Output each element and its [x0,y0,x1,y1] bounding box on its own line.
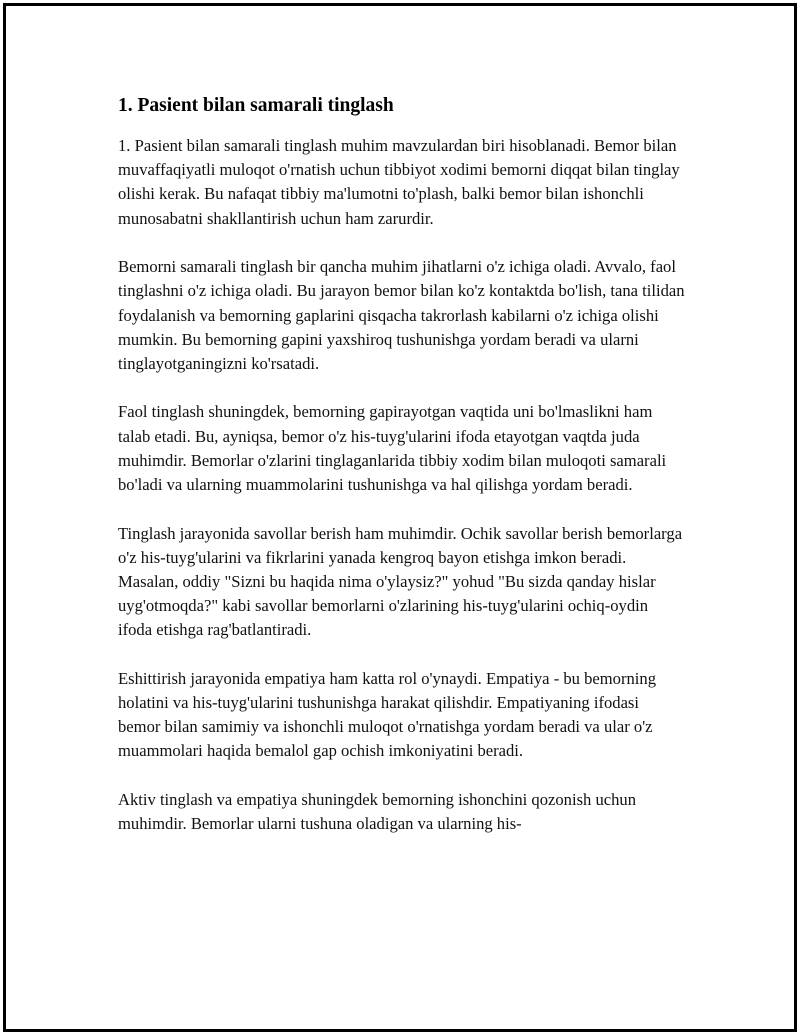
paragraph-not-interrupting: Faol tinglash shuningdek, bemorning gapirayotgan vaqtida uni bo'lmaslikni ham talab etadi. Bu, ayniqsa, bemor o'z his-tuyg'ularini ifoda etayotgan vaqtda juda muhimdir. Bemorlar o'zlarini tinglaganlarida tibbiy xodim bilan muloqoti samarali bo'ladi va ularning muammolarini tushunishga va hal qilishga yordam beradi. [118,402,667,495]
paragraph-asking-questions: Tinglash jarayonida savollar berish ham muhimdir. Ochik savollar berish bemorlarga o'z his-tuyg'ularini va fikrlarini yanada kengroq bayon etishga imkon beradi. Masalan, oddiy "Sizni bu haqida nima o'ylaysiz?" yohud "Bu sizda qanday hislar uyg'otmoqda?" kabi savollar bemorlarni o'zlarining his-tuyg'ularini ochiq-oydin ifoda etishga rag'batlantiradi. [118,523,683,640]
section-heading: 1. Pasient bilan samarali tinglash [118,95,394,116]
document-body [115,94,685,861]
paragraph-intro: 1. Pasient bilan samarali tinglash muhim mavzulardan biri hisoblanadi. Bemor bilan muvaffaqiyatli muloqot o'rnatish uchun tibbiyot xodimi bemorni diqqat bilan tinglay olishi kerak. Bu nafaqat tibbiy ma'lumotni to'plash, balki bemor bilan ishonchli munosabatni shakllantirish uchun ham zarurdir. [118,136,680,228]
paragraph-active-listening: Bemorni samarali tinglash bir qancha muhim jihatlarni o'z ichiga oladi. Avvalo, faol tinglashni o'z ichiga oladi. Bu jarayon bemor bilan ko'z kontaktda bo'lish, tana tilidan foydalanish va bemorning gaplarini qisqacha takrorlash kabilarni o'z ichiga olishi mumkin. Bu bemorning gapini yaxshiroq tushunishga yordam beradi va ularni tinglayotganingizni ko'rsatadi. [118,257,685,373]
paragraph-empathy: Eshittirish jarayonida empatiya ham katta rol o'ynaydi. Empatiya - bu bemorning holatini va his-tuyg'ularini tushunishga harakat qilishdir. Empatiyaning ifodasi bemor bilan samimiy va ishonchli muloqot o'rnatishga yordam beradi va ular o'z muammolari haqida bemalol gap ochish imkoniyatini beradi. [118,668,657,761]
paragraph-trust: Aktiv tinglash va empatiya shuningdek bemorning ishonchini qozonish uchun muhimdir. Bemorlar ularni tushuna oladigan va ularning his- [118,789,637,834]
